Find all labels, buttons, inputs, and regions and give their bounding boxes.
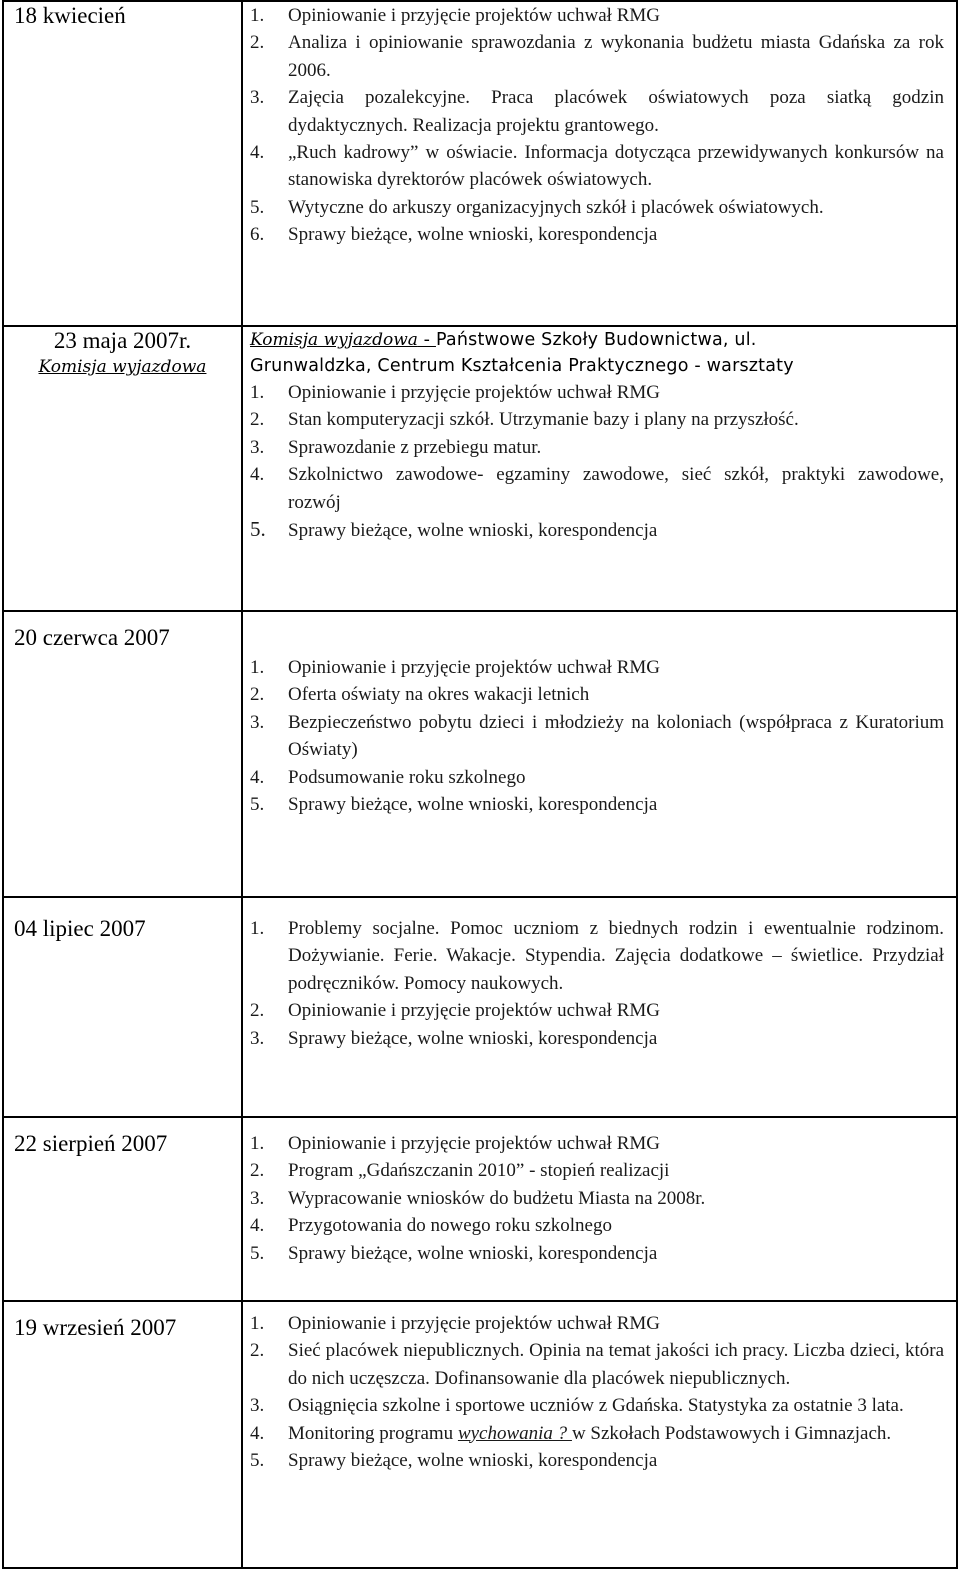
agenda-item: 5. Sprawy bieżące, wolne wnioski, korespondencja — [250, 1450, 658, 1472]
agenda-item: 1. Opiniowanie i przyjęcie projektów uchwał RMG — [250, 5, 660, 26]
agenda-item: 4. Monitoring programu wychowania ? w Szkołach Podstawowych i Gimnazjach. — [250, 1422, 892, 1444]
date-cell — [3, 1117, 242, 1301]
meeting-date: 20 czerwca 2007 — [14, 625, 170, 650]
schedule-row — [3, 1, 957, 326]
agenda-item: 3. Zajęcia pozalekcyjne. Praca placówek oświatowych poza siatką godzin dydaktycznych. Realizacja projektu grantowego. — [250, 87, 944, 136]
meeting-date: 23 maja 2007r. — [53, 328, 192, 353]
date-cell — [3, 1, 242, 326]
meeting-date: 19 wrzesień 2007 — [14, 1315, 177, 1340]
visit-header-italic: Komisja wyjazdowa — [250, 330, 418, 350]
agenda-item: 4. „Ruch kadrowy” w oświacie. Informacja dotycząca przewidywanych konkursów na stanowiska dyrektorów placówek oświatowych. — [250, 142, 944, 191]
agenda-cell — [242, 611, 957, 897]
date-cell — [3, 326, 242, 611]
schedule-row — [3, 1117, 957, 1301]
agenda-list — [250, 654, 944, 818]
agenda-cell — [242, 897, 957, 1117]
agenda-item: 2. Program „Gdańszczanin 2010” - stopień realizacji — [250, 1160, 670, 1182]
meeting-date: 04 lipiec 2007 — [14, 916, 146, 941]
agenda-item: 5. Sprawy bieżące, wolne wnioski, korespondencja — [250, 517, 658, 542]
agenda-cell — [242, 1301, 957, 1568]
agenda-item: 6. Sprawy bieżące, wolne wnioski, korespondencja — [250, 224, 658, 246]
agenda-item: 2. Sieć placówek niepublicznych. Opinia na temat jakości ich pracy. Liczba dzieci, która do nich uczęszcza. Dofinansowanie dla placówek niepublicznych. — [250, 1340, 944, 1389]
agenda-item: 2. Oferta oświaty na okres wakacji letnich — [250, 684, 590, 706]
schedule-row — [3, 1301, 957, 1568]
schedule-row — [3, 897, 957, 1117]
schedule-table — [2, 0, 958, 1569]
schedule-row — [3, 326, 957, 611]
agenda-item: 2. Analiza i opiniowanie sprawozdania z wykonania budżetu miasta Gdańska za rok 2006. — [250, 32, 944, 81]
date-note: Komisja wyjazdowa — [38, 357, 207, 377]
date-cell — [3, 611, 242, 897]
agenda-item: 3. Bezpieczeństwo pobytu dzieci i młodzieży na koloniach (współpraca z Kuratorium Oświaty) — [250, 711, 944, 761]
agenda-item: 3. Sprawy bieżące, wolne wnioski, korespondencja — [250, 1027, 658, 1049]
agenda-list — [250, 379, 944, 544]
visit-header: Komisja wyjazdowa - Państwowe Szkoły Budownictwa, ul. — [250, 330, 757, 350]
schedule-row — [3, 611, 957, 897]
agenda-item: 1. Opiniowanie i przyjęcie projektów uchwał RMG — [250, 657, 660, 678]
agenda-item: 5. Sprawy bieżące, wolne wnioski, korespondencja — [250, 794, 658, 816]
agenda-list — [250, 1310, 944, 1474]
agenda-item: 3. Wypracowanie wniosków do budżetu Miasta na 2008r. — [250, 1187, 706, 1209]
agenda-list — [250, 915, 944, 1052]
agenda-list — [250, 1130, 944, 1267]
date-cell — [3, 1301, 242, 1568]
agenda-cell — [242, 1117, 957, 1301]
agenda-item: 4. Szkolnictwo zawodowe- egzaminy zawodowe, sieć szkół, praktyki zawodowe, rozwój — [250, 464, 944, 513]
agenda-list — [250, 2, 944, 249]
agenda-item: 1. Opiniowanie i przyjęcie projektów uchwał RMG — [250, 1133, 660, 1154]
agenda-item: 3. Sprawozdanie z przebiegu matur. — [250, 436, 542, 458]
agenda-item: 2. Stan komputeryzacji szkół. Utrzymanie bazy i plany na przyszłość. — [250, 409, 799, 431]
agenda-item: 4. Przygotowania do nowego roku szkolnego — [250, 1215, 612, 1237]
agenda-item: 3. Osiągnięcia szkolne i sportowe uczniów z Gdańska. Statystyka za ostatnie 3 lata. — [250, 1395, 904, 1417]
visit-header-line2: Grunwaldzka, Centrum Kształcenia Praktycznego - warsztaty — [250, 356, 794, 376]
agenda-cell — [242, 1, 957, 326]
agenda-item: 5. Sprawy bieżące, wolne wnioski, korespondencja — [250, 1242, 658, 1264]
meeting-date: 18 kwiecień — [14, 3, 126, 28]
agenda-cell — [242, 326, 957, 611]
agenda-item: 1. Opiniowanie i przyjęcie projektów uchwał RMG — [250, 1313, 660, 1334]
agenda-item: 5. Wytyczne do arkuszy organizacyjnych szkół i placówek oświatowych. — [250, 196, 824, 218]
agenda-item: 2. Opiniowanie i przyjęcie projektów uchwał RMG — [250, 1000, 660, 1022]
meeting-date: 22 sierpień 2007 — [14, 1131, 168, 1156]
agenda-item: 1. Problemy socjalne. Pomoc uczniom z biednych rodzin i ewentualnie rodzinom. Dożywianie. Ferie. Wakacje. Stypendia. Zajęcia dodatkowe – świetlice. Przydział podręczników. Pomocy naukowych. — [250, 918, 944, 994]
agenda-item: 1. Opiniowanie i przyjęcie projektów uchwał RMG — [250, 382, 660, 403]
visit-header-line1: Państwowe Szkoły Budownictwa, ul. — [435, 330, 757, 350]
agenda-item: 4. Podsumowanie roku szkolnego — [250, 766, 526, 788]
date-cell — [3, 897, 242, 1117]
underlined-link[interactable]: wychowania ? — [457, 1422, 572, 1444]
